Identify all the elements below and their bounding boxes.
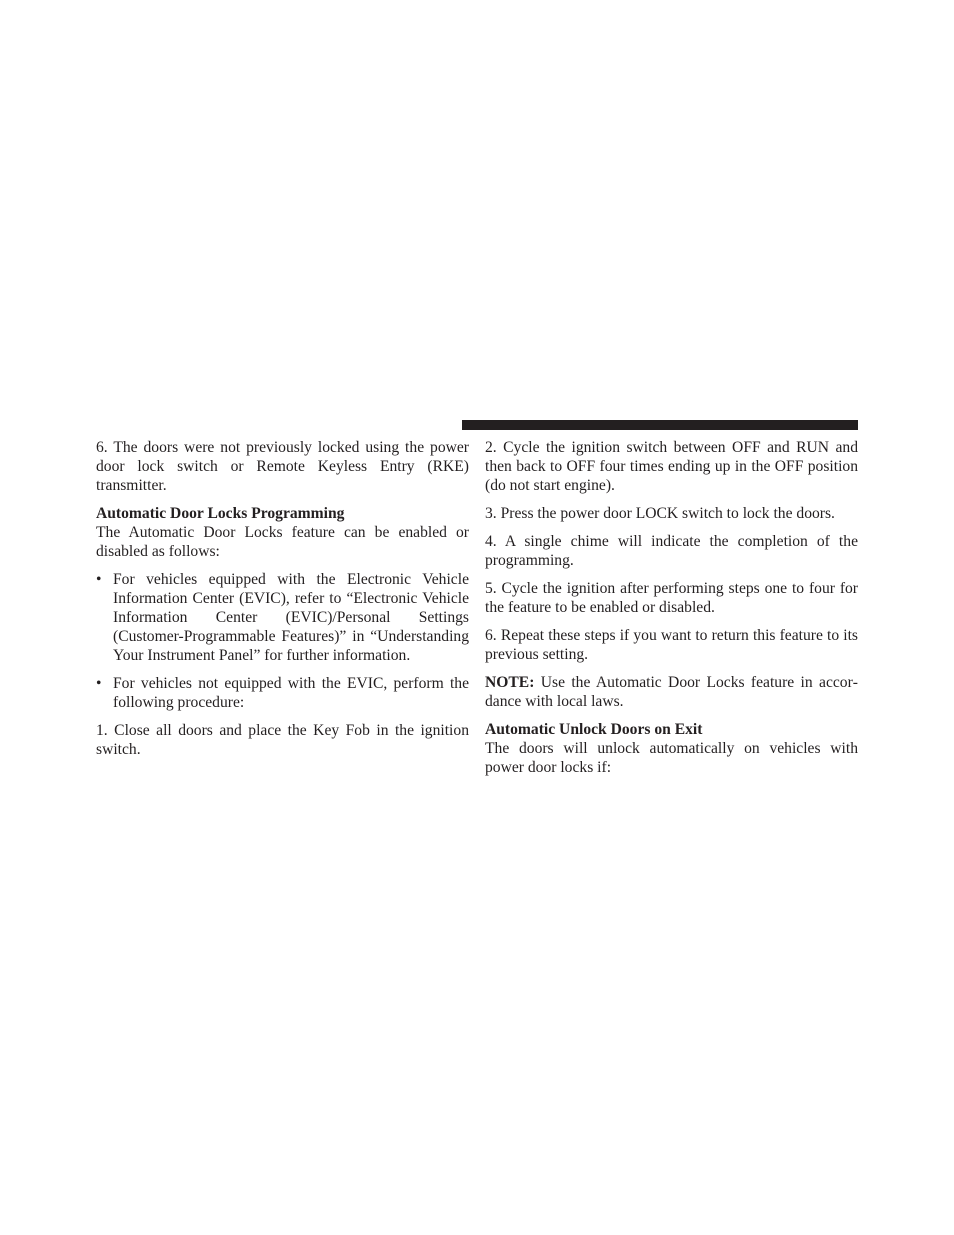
step-4-paragraph: 4. A single chime will indicate the completion of the programming. [485,533,858,569]
note-paragraph [485,673,858,711]
bullet-item-text: For vehicles equipped with the Electronic Vehicle Information Center (EVIC), refer to “Electronic Vehicle Information Center (EVIC)/Personal Settings (Customer-Programmable Features)” in “Understanding Your Instrument Panel” for further information. [113,571,469,664]
bullet-icon: • [96,675,102,692]
step-3-paragraph: 3. Press the power door LOCK switch to lock the doors. [485,505,835,522]
bullet-icon: • [96,571,102,588]
note-text: Use the Automatic Door Locks feature in accordance with local laws. [485,674,858,710]
repeat-step-paragraph: 6. Repeat these steps if you want to return this feature to its previous setting. [485,627,858,663]
bullet-item-no-evic [96,674,469,712]
unlock-intro: The doors will unlock automatically on vehicles with power door locks if: [485,740,858,776]
programming-intro: The Automatic Door Locks feature can be enabled or disabled as follows: [96,524,469,560]
right-column [485,438,858,786]
section-header-bar [462,420,858,430]
note-label: NOTE: [485,674,535,691]
step-2-paragraph: 2. Cycle the ignition switch between OFF and RUN and then back to OFF four times ending up in the OFF position (do not start engine). [485,439,858,494]
step-1-paragraph: 1. Close all doors and place the Key Fob in the ignition switch. [96,722,469,758]
left-column [96,438,469,768]
programming-bullet-list [96,570,469,712]
step-6-paragraph: 6. The doors were not previously locked using the power door lock switch or Remote Keyless Entry (RKE) transmitter. [96,439,469,494]
step-5-paragraph: 5. Cycle the ignition after performing steps one to four for the feature to be enabled or disabled. [485,580,858,616]
bullet-item-text: For vehicles not equipped with the EVIC, perform the following procedure: [113,675,469,711]
bullet-item-evic [96,570,469,665]
unlock-heading: Automatic Unlock Doors on Exit [485,721,703,738]
programming-heading: Automatic Door Locks Programming [96,505,345,522]
